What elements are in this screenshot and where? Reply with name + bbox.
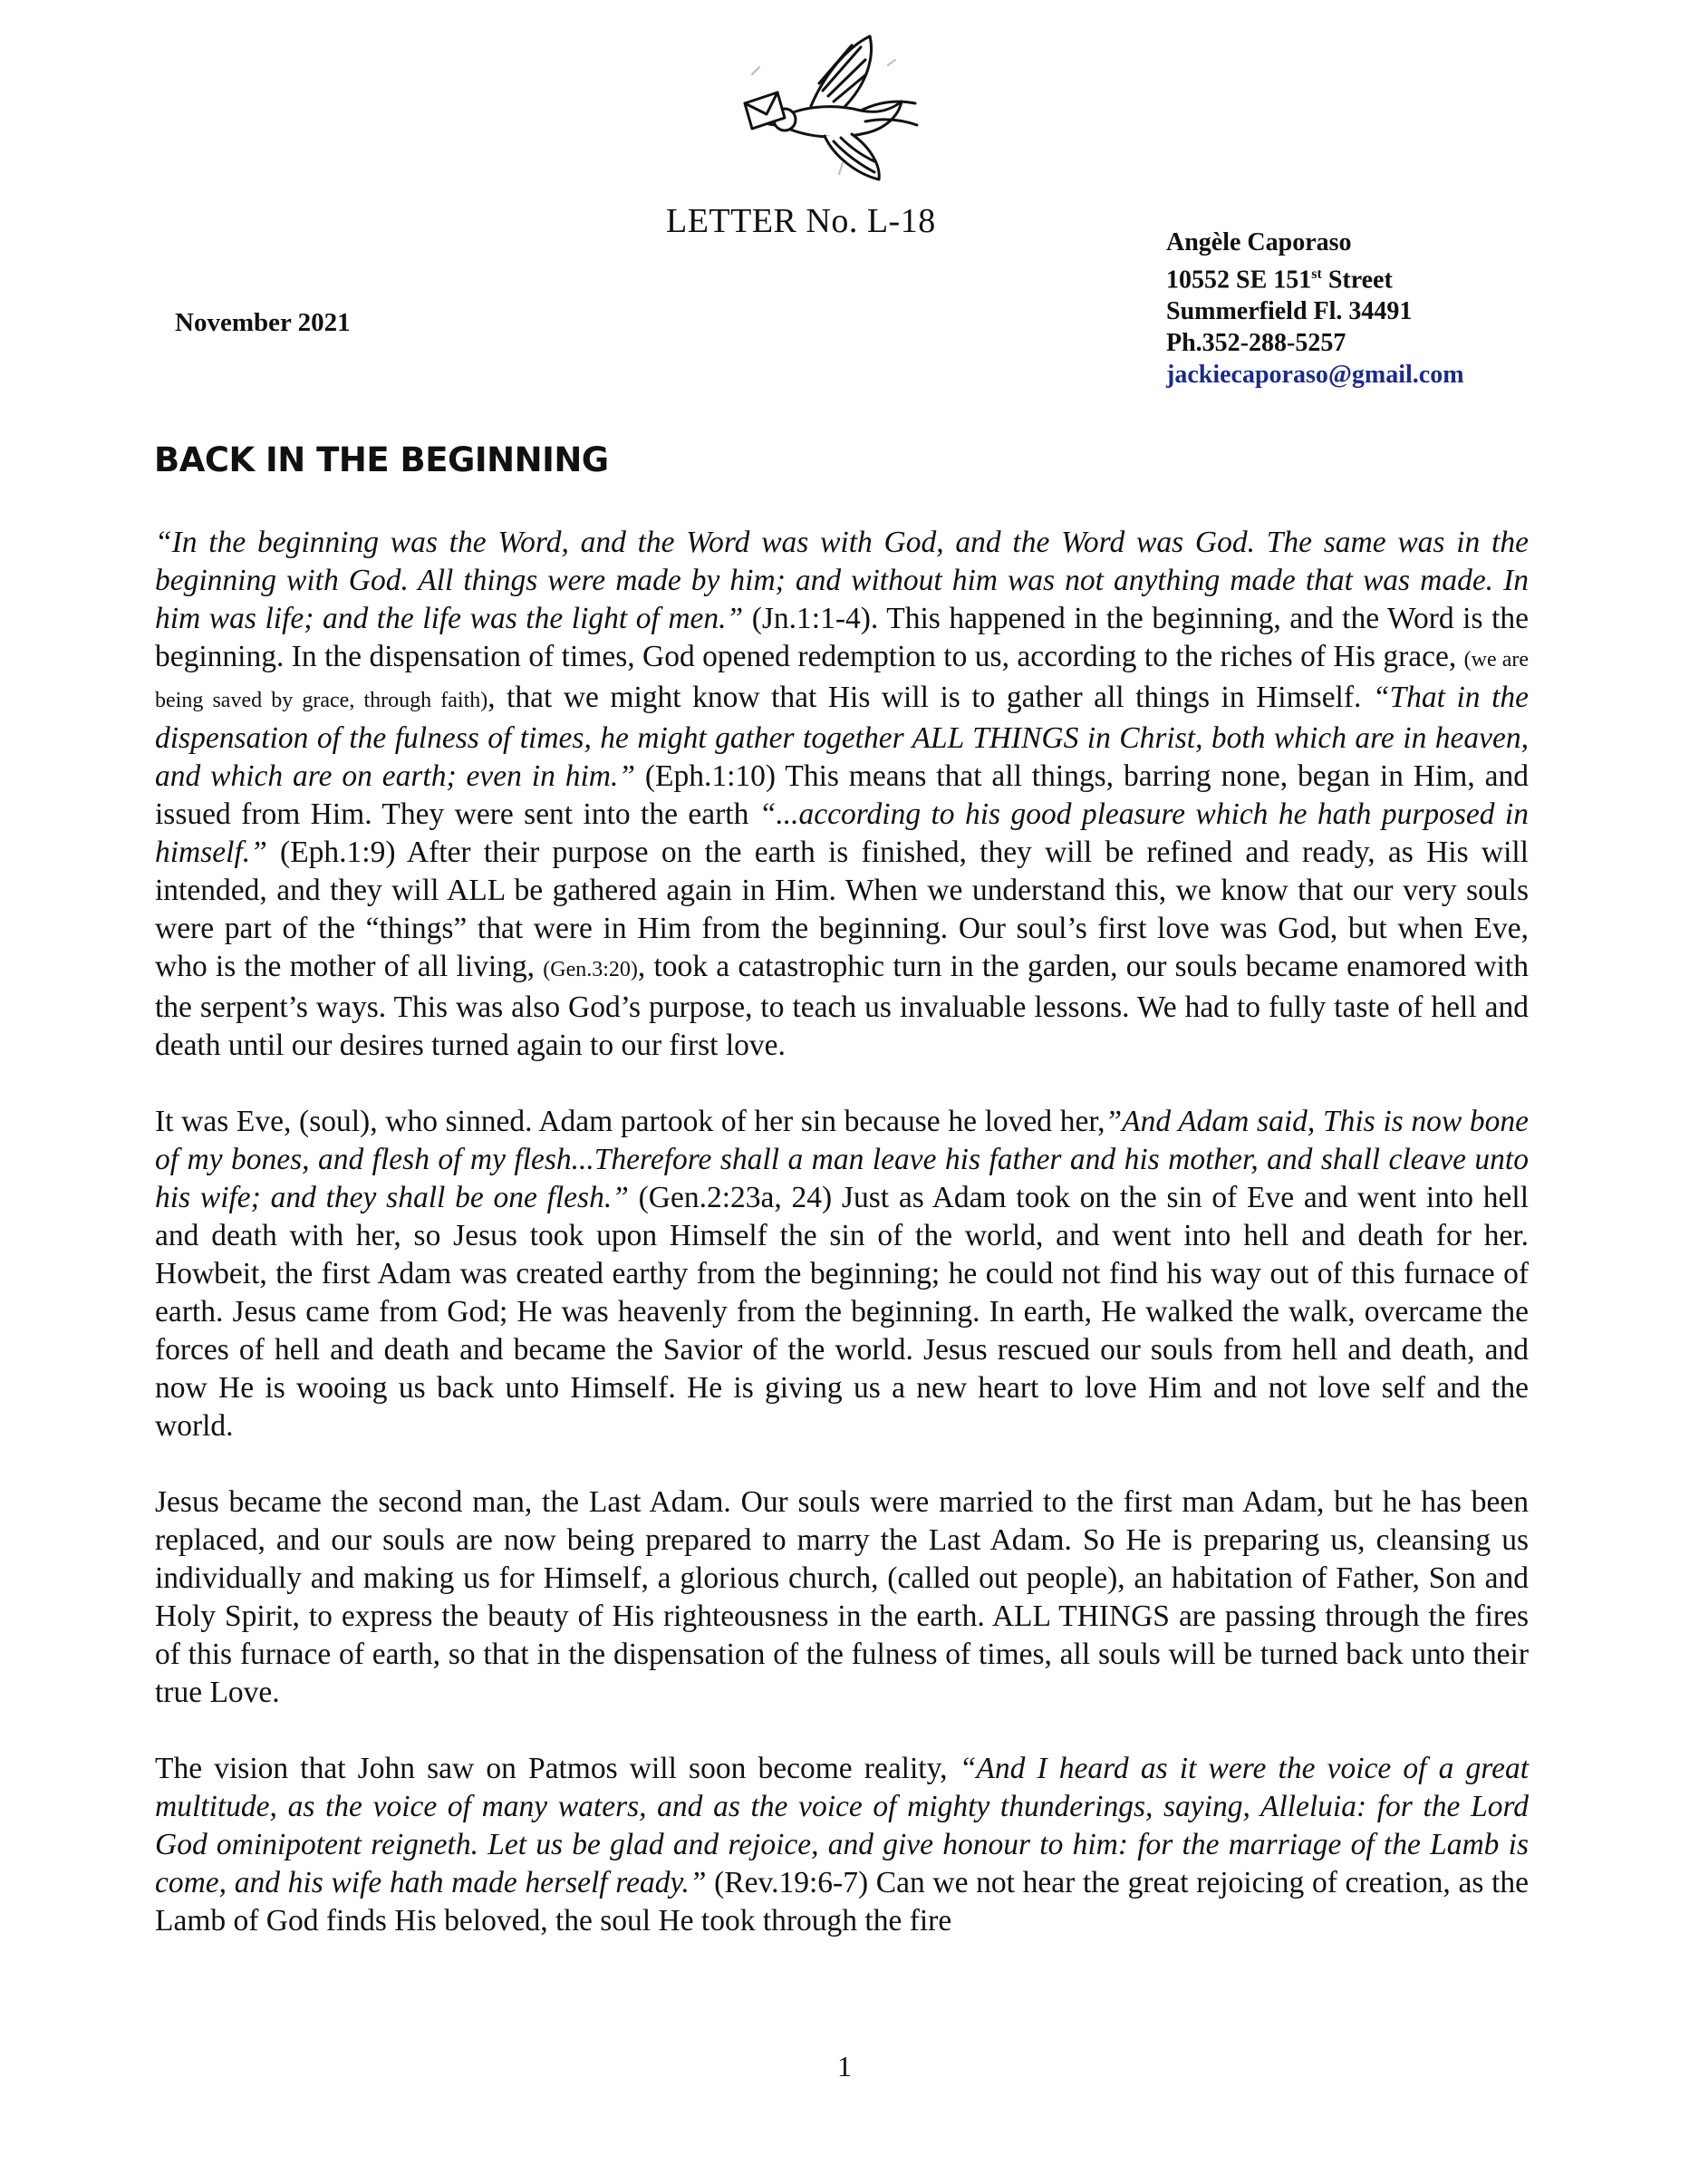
body-text: (Jn.1:1-4). This happened in the beginning, and the Word is the beginning. In the dispensation of times, God opened redemption to us, according to the riches of His grace, <box>155 602 1530 673</box>
dove-with-letter-icon <box>725 20 924 201</box>
body-text: It was Eve, (soul), who sinned. Adam partook of her sin because he loved her, <box>155 1105 1105 1138</box>
body-text: (Eph.1:10) This means that all things, barring none, began in Him, and issued from Him. They were sent into the earth <box>155 759 1529 831</box>
street-name: Street <box>1321 266 1393 295</box>
scripture-quote: “...according to his good pleasure which he hath purposed in himself.” <box>155 797 1529 869</box>
body-text: , that we might know that His will is to gather all things in Himself. <box>487 681 1373 714</box>
sender-phone: Ph.352-288-5257 <box>1166 329 1346 358</box>
body-text: , took a catastrophic turn in the garden, our souls became enamored with the serpent’s ways. This was also God’s purpose, to teach us invaluable lessons. We had to fully taste of hell and death until our desires turned again to our first love. <box>155 950 1529 1062</box>
paragraph-1 <box>155 524 1529 1065</box>
paragraph-4 <box>155 1750 1529 1940</box>
parenthetical-note: (we are being saved by grace, through faith) <box>155 648 1529 712</box>
scripture-quote: “In the beginning was the Word, and the Word was with God, and the Word was God. The same was in the beginning with God. All things were made by him; and without him was not anything made that was made. In him was life; and the life was the light of men.” <box>155 526 1529 635</box>
sender-email-link[interactable]: jackiecaporaso@gmail.com <box>1166 361 1464 390</box>
street-ordinal: st <box>1311 266 1322 282</box>
letter-date: November 2021 <box>175 308 351 337</box>
body-text: Jesus became the second man, the Last Adam. Our souls were married to the first man Adam, but he has been replaced, and our souls are now being prepared to marry the Last Adam. So He is preparing us, cleansing us individually and making us for Himself, a glorious church, (called out people), an habitation of Father, Son and Holy Spirit, to express the beauty of His righteousness in the earth. ALL THINGS are passing through the fires of this furnace of earth, so that in the dispensation of the fulness of times, all souls will be turned back unto their true Love. <box>155 1485 1529 1709</box>
paragraph-2 <box>155 1103 1529 1445</box>
letter-number: LETTER No. L-18 <box>666 202 936 240</box>
scripture-quote: ”And Adam said, This is now bone of my bones, and flesh of my flesh...Therefore shall a man leave his father and his mother, and shall cleave unto his wife; and they shall be one flesh.” <box>155 1105 1529 1214</box>
sender-address <box>1166 227 1464 391</box>
sender-name: Angèle Caporaso <box>1166 228 1352 256</box>
letter-body <box>155 524 1529 1978</box>
sender-city: Summerfield Fl. 34491 <box>1166 297 1413 326</box>
parenthetical-note: (Gen.3:20) <box>543 958 638 981</box>
page-number: 1 <box>837 2050 852 2083</box>
scripture-quote: “And I heard as it were the voice of a great multitude, as the voice of many waters, and as the voice of mighty thunderings, saying, Alleluia: for the Lord God ominipotent reigneth. Let us be glad and rejoice, and give honour to him: for the marriage of the Lamb is come, and his wife hath made herself ready.” <box>155 1752 1529 1899</box>
body-text: The vision that John saw on Patmos will soon become reality, <box>155 1752 960 1785</box>
sender-street <box>1166 258 1464 295</box>
body-text: (Gen.2:23a, 24) Just as Adam took on the sin of Eve and went into hell and death with her, so Jesus took upon Himself the sin of the world, and went into hell and death for her. Howbeit, the first Adam was created earthy from the beginning; he could not find his way out of this furnace of earth. Jesus came from God; He was heavenly from the beginning. In earth, He walked the walk, overcame the forces of hell and death and became the Savior of the world. Jesus rescued our souls from hell and death, and now He is wooing us back unto Himself. He is giving us a new heart to love Him and not love self and the world. <box>155 1181 1529 1443</box>
body-text: (Rev.19:6-7) Can we not hear the great rejoicing of creation, as the Lamb of God finds His beloved, the soul He took through the fire <box>155 1866 1529 1938</box>
body-text: (Eph.1:9) After their purpose on the earth is finished, they will be refined and ready, as His will intended, and they will ALL be gathered again in Him. When we understand this, we know that our very souls were part of the “things” that were in Him from the beginning. Our soul’s first love was God, but when Eve, who is the mother of all living, <box>155 836 1529 983</box>
scripture-quote: “That in the dispensation of the fulness of times, he might gather together ALL THINGS in Christ, both which are in heaven, and which are on earth; even in him.” <box>155 681 1529 793</box>
street-number: 10552 SE 151 <box>1166 266 1312 295</box>
paragraph-3 <box>155 1483 1529 1712</box>
page-title: BACK IN THE BEGINNING <box>154 440 609 479</box>
